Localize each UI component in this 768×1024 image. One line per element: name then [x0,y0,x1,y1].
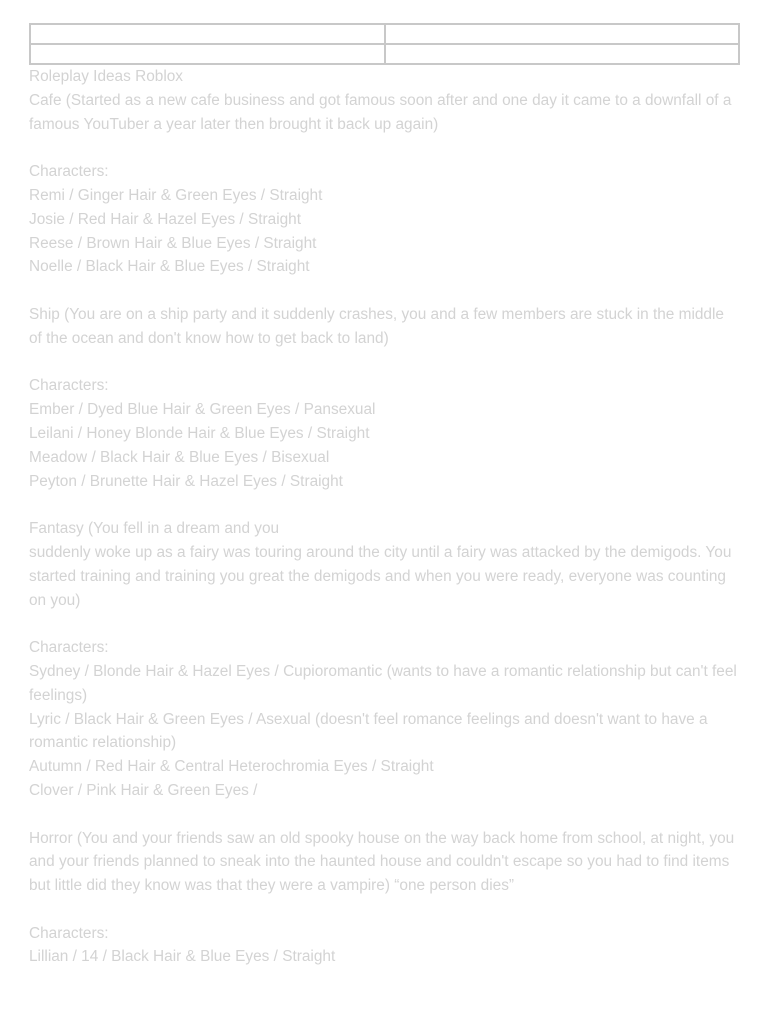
table-cell[interactable] [385,44,740,64]
table-cell[interactable] [385,24,740,44]
horror-premise: Horror (You and your friends saw an old spooky house on the way back home from school, at night, you and your friends planned to sneak into the haunted house and couldn't escape so you had to find items but little did they know was that they were a vampire) “one person dies” [29,829,735,895]
character-entry: Josie / Red Hair & Hazel Eyes / Straight [29,210,302,228]
blank-line [29,351,741,375]
characters-heading: Characters: [29,377,109,395]
note-title: Roleplay Ideas Roblox [29,68,183,85]
character-entry: Noelle / Black Hair & Blue Eyes / Straight [29,258,310,276]
table-cell[interactable] [30,44,385,64]
character-entry: Sydney / Blonde Hair & Hazel Eyes / Cupioromantic (wants to have a romantic relationship but can't feel feelings) [29,662,737,704]
blank-line [29,493,741,517]
blank-line [29,803,741,827]
blank-line [29,136,741,160]
character-entry: Leilani / Honey Blonde Hair & Blue Eyes / Straight [29,424,370,442]
character-entry: Remi / Ginger Hair & Green Eyes / Straight [29,186,323,204]
fantasy-premise: suddenly woke up as a fairy was touring around the city until a fairy was attacked by the demigods. You started training and training you great the demigods and when you were ready, everyone was counting on you) [29,543,732,609]
blank-line [29,279,741,303]
character-entry: Peyton / Brunette Hair & Hazel Eyes / Straight [29,472,343,490]
table-cell[interactable] [30,24,385,44]
characters-heading: Characters: [29,639,109,657]
blank-line [29,898,741,922]
blank-line [29,612,741,636]
character-entry: Lyric / Black Hair & Green Eyes / Asexual (doesn't feel romance feelings and doesn't want to have a romantic relationship) [29,710,708,752]
character-entry: Lillian / 14 / Black Hair & Blue Eyes / Straight [29,948,336,966]
empty-table [29,23,740,65]
character-entry: Autumn / Red Hair & Central Heterochromia Eyes / Straight [29,758,434,776]
character-entry: Clover / Pink Hair & Green Eyes / [29,781,258,799]
characters-heading: Characters: [29,163,109,181]
table-row [30,24,739,44]
character-entry: Meadow / Black Hair & Blue Eyes / Bisexual [29,448,330,466]
ship-premise: Ship (You are on a ship party and it suddenly crashes, you and a few members are stuck in the middle of the ocean and don't know how to get back to land) [29,305,724,347]
fantasy-premise-first-line: Fantasy (You fell in a dream and you [29,520,280,538]
cafe-premise: Cafe (Started as a new cafe business and got famous soon after and one day it came to a downfall of a famous YouTuber a year later then brought it back up again) [29,91,732,133]
characters-heading: Characters: [29,924,109,942]
table-row [30,44,739,64]
character-entry: Reese / Brown Hair & Blue Eyes / Straight [29,234,317,252]
character-entry: Ember / Dyed Blue Hair & Green Eyes / Pansexual [29,401,376,419]
note-text-body[interactable] [29,65,741,969]
